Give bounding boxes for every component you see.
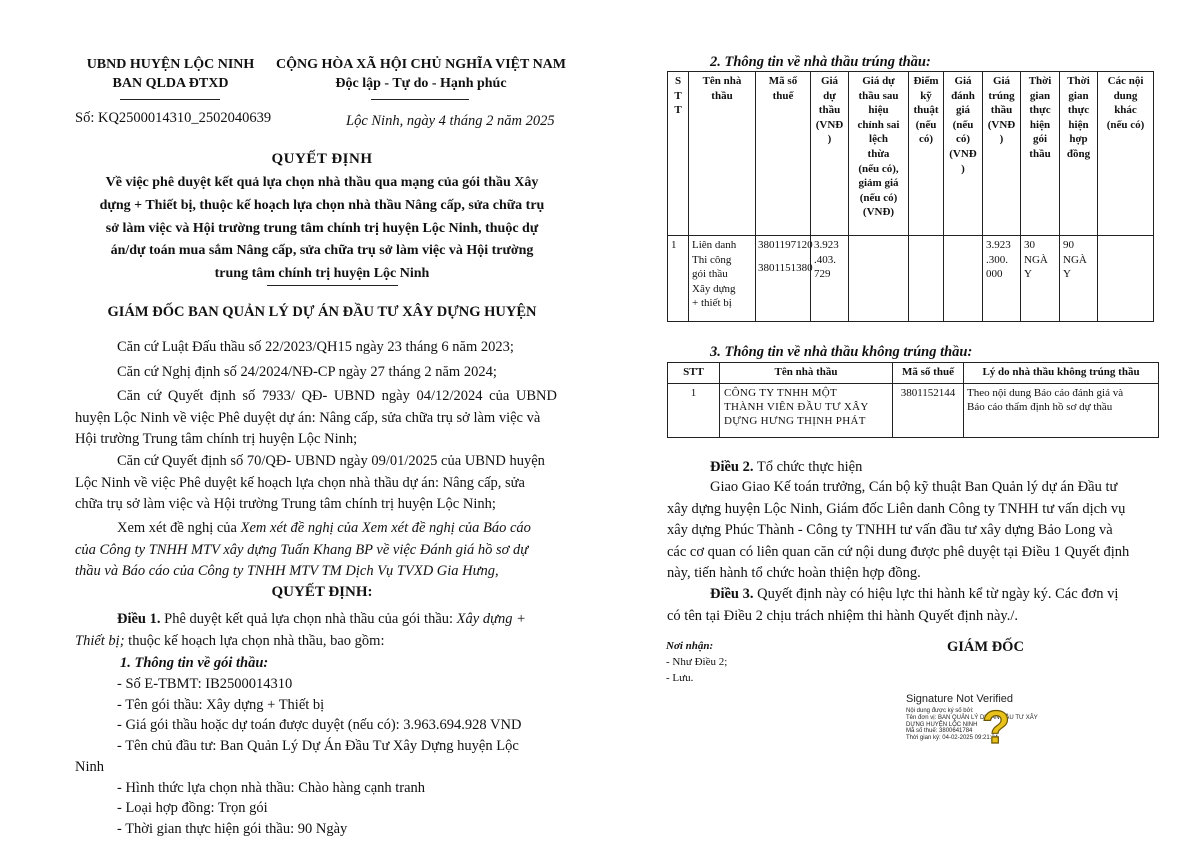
basis-decision-7933 [75, 386, 569, 451]
header-tech-score: Điểm kỹ thuật (nếu có) [909, 72, 944, 236]
org-line-2: BAN QLDA ĐTXD [112, 76, 229, 91]
article-1-label: Điều 1. [117, 611, 161, 627]
subject-line: dựng + Thiết bị, thuộc kế hoạch lựa chọn nhà thầu Nâng cấp, sửa chữa trụ [99, 197, 545, 213]
document-number: Số: KQ2500014310_2502040639 [75, 110, 272, 126]
article-3 [667, 584, 1156, 627]
text-line: xây dựng Phúc Thành - Công ty TNHH tư vấn đầu tư xây dựng Bảo Long và [667, 522, 1113, 538]
cell-stt: 1 [668, 384, 720, 438]
header-bidder-name: Tên nhà thầu [720, 363, 893, 384]
header-adjusted-price: Giá dự thầu sau hiệu chỉnh sai lệch thừa (nếu có), giảm giá (nếu có) (VNĐ) [849, 72, 909, 236]
recipient-item: - Như Điều 2; [666, 656, 728, 668]
article-1-text: Phê duyệt kết quả lựa chọn nhà thầu của gói thầu: [160, 611, 457, 627]
text-line: thầu và Báo cáo của Công ty TNHH MTV TM Dịch Vụ TVXD Gia Hưng, [75, 563, 499, 579]
text-line: Căn cứ Quyết định số 70/QĐ- UBND ngày 09/01/2025 của UBND huyện [117, 453, 545, 469]
text-line: chữa trụ sở làm việc và Hội trường Trung tâm chính trị huyện Lộc Ninh; [75, 496, 496, 512]
text-line: xây dựng huyện Lộc Ninh, Giám đốc Liên danh Công ty TNHH tư vấn dịch vụ [667, 500, 1126, 517]
cell-winning-price: 3.923 .300. 000 [983, 236, 1021, 322]
header-package-time: Thời gian thực hiện gói thầu [1021, 72, 1060, 236]
cell-eval-price [944, 236, 983, 322]
motto-underline [371, 99, 469, 100]
article-2-heading-text: Tổ chức thực hiện [753, 459, 863, 475]
article-2-label: Điều 2. [710, 459, 754, 475]
losing-bidders-table [667, 362, 1159, 438]
text-line: Giao Giao Kế toán trưởng, Cán bộ kỹ thuật Ban Quản lý dự án Đầu tư [710, 479, 1118, 495]
header-tax-id: Mã số thuế [756, 72, 811, 236]
article-1-text-cont: thuộc kế hoạch lựa chọn nhà thầu, bao gồm: [124, 632, 385, 649]
text-line: Căn cứ Quyết định số 7933/ QĐ- UBND ngày 04/12/2024 của UBND [117, 388, 557, 404]
package-info-item: - Loại hợp đồng: Trọn gói [117, 800, 268, 816]
article-3-text: Quyết định này có hiệu lực thi hành kể từ ngày ký. Các đơn vị [753, 586, 1119, 602]
text-line: các cơ quan có liên quan căn cứ nội dung được phê duyệt tại Điều 1 Quyết định [667, 543, 1130, 560]
article-1 [75, 609, 569, 652]
package-name-cont: Thiết bị; [75, 632, 125, 649]
text-line: của Công ty TNHH MTV xây dựng Tuấn Khang BP về việc Đánh giá hồ sơ dự [75, 541, 529, 558]
text-line: huyện Lộc Ninh về việc Phê duyệt dự án: Nâng cấp, sửa chữa trụ sở làm việc và [75, 409, 541, 426]
signature-status: Signature Not Verified [906, 693, 1014, 705]
org-line-1: UBND HUYỆN LỘC NINH [86, 57, 255, 72]
recipients-title: Nơi nhận: [666, 640, 714, 652]
page-right [600, 0, 1200, 856]
subject-line: sở làm việc và Hội trường trung tâm chính trị huyện Lộc Ninh, thuộc dự [105, 220, 539, 236]
section-1-title: 1. Thông tin về gói thầu: [120, 655, 269, 671]
digital-signature[interactable] [906, 693, 1106, 753]
cell-adjusted-price [849, 236, 909, 322]
subject-line: án/dự toán mua sắm Nâng cấp, sửa chữa trụ sở làm việc và Hội trường [110, 243, 534, 259]
nation-line-2: Độc lập - Tự do - Hạnh phúc [335, 76, 507, 91]
signature-line: DỰNG HUYỆN LỘC NINH [906, 721, 978, 728]
review-prefix: Xem xét đề nghị của [117, 520, 241, 536]
review-basis [75, 518, 569, 583]
table-row [668, 236, 1154, 322]
review-text: Xem xét đề nghị của Xem xét đề nghị của Báo cáo [240, 520, 531, 536]
basis-decision-70 [75, 451, 569, 516]
header-contract-time: Thời gian thực hiện hợp đồng [1060, 72, 1098, 236]
header-eval-price: Giá đánh giá (nếu có) (VNĐ ) [944, 72, 983, 236]
cell-package-time: 30 NGÀ Y [1021, 236, 1060, 322]
signature-unverified-icon [978, 699, 1014, 753]
table-header-row [668, 363, 1159, 384]
package-name: Xây dựng + [456, 611, 526, 627]
signature-line: Thời gian ký: 04-02-2025 09:21:24 [906, 735, 998, 742]
issuing-org [78, 55, 263, 93]
winning-bidders-table [667, 71, 1154, 322]
package-info-item: - Hình thức lựa chọn nhà thầu: Chào hàng cạnh tranh [117, 780, 426, 796]
cell-bidder-name: CÔNG TY TNHH MỘT THÀNH VIÊN ĐẦU TƯ XÂY DỰNG HƯNG THỊNH PHÁT [720, 384, 893, 438]
signature-line: Tên đơn vị: BAN QUẢN LÝ DỰ ÁN ĐẦU TƯ XÂY [906, 714, 1038, 721]
header-stt: S T T [668, 72, 689, 236]
national-motto [268, 55, 574, 93]
authority-title: GIÁM ĐỐC BAN QUẢN LÝ DỰ ÁN ĐẦU TƯ XÂY DỰNG HUYỆN [107, 304, 537, 320]
cell-bid-price: 3.923 .403. 729 [811, 236, 849, 322]
header-stt: STT [668, 363, 720, 384]
recipient-item: - Lưu. [666, 672, 694, 684]
signer-title: GIÁM ĐỐC [947, 639, 1024, 655]
org-underline [120, 99, 220, 100]
decides-heading: QUYẾT ĐỊNH: [271, 584, 373, 600]
cell-other [1098, 236, 1154, 322]
basis-decree: Căn cứ Nghị định số 24/2024/NĐ-CP ngày 27 tháng 2 năm 2024; [117, 364, 497, 380]
cell-reason: Theo nội dung Báo cáo đánh giá và Báo cáo thẩm định hồ sơ dự thầu [964, 384, 1159, 438]
package-info-item: - Tên gói thầu: Xây dựng + Thiết bị [117, 697, 325, 713]
table-row [668, 384, 1159, 438]
cell-stt: 1 [668, 236, 689, 322]
text-line: Hội trường Trung tâm chính trị huyện Lộc Ninh; [75, 431, 358, 447]
place-date: Lộc Ninh, ngày 4 tháng 2 năm 2025 [346, 113, 555, 129]
article-2-body [667, 477, 1156, 585]
text-line: này, tiến hành tổ chức hoàn thiện hợp đồng. [667, 565, 921, 581]
header-winning-price: Giá trúng thầu (VNĐ ) [983, 72, 1021, 236]
decision-title: QUYẾT ĐỊNH [271, 151, 373, 167]
cell-contract-time: 90 NGÀ Y [1060, 236, 1098, 322]
basis-law: Căn cứ Luật Đấu thầu số 22/2023/QH15 ngày 23 tháng 6 năm 2023; [117, 339, 514, 355]
nation-line-1: CỘNG HÒA XÃ HỘI CHỦ NGHĨA VIỆT NAM [275, 57, 566, 72]
signature-line: Nội dung được ký số bởi: [906, 708, 974, 714]
cell-tax-id: 3801152144 [893, 384, 964, 438]
header-bidder-name: Tên nhà thầu [689, 72, 756, 236]
section-3-title: 3. Thông tin về nhà thầu không trúng thầu: [710, 344, 973, 360]
svg-text:?: ? [982, 701, 1011, 753]
cell-bidder-name: Liên danh Thi công gói thầu Xây dựng + thiết bị [689, 236, 756, 322]
decision-subject [70, 172, 574, 286]
package-info-item: - Thời gian thực hiện gói thầu: 90 Ngày [117, 821, 348, 837]
subject-line: trung tâm chính trị huyện Lộc Ninh [214, 266, 430, 282]
header-reason: Lý do nhà thầu không trúng thầu [964, 363, 1159, 384]
header-other: Các nội dung khác (nếu có) [1098, 72, 1154, 236]
table-header-row [668, 72, 1154, 236]
signature-line: Mã số thuế: 3800641784 [906, 728, 973, 735]
package-info-item-wrap: Ninh [75, 759, 104, 775]
subject-line: Về việc phê duyệt kết quả lựa chọn nhà thầu qua mạng của gói thầu Xây [105, 175, 539, 190]
cell-tech-score [909, 236, 944, 322]
package-info-item: - Số E-TBMT: IB2500014310 [117, 676, 293, 692]
header-tax-id: Mã số thuế [893, 363, 964, 384]
article-2-heading [710, 456, 862, 478]
cell-tax-ids: 3801197120 3801151380 [756, 236, 811, 322]
subject-underline [267, 285, 398, 286]
article-3-label: Điều 3. [710, 586, 754, 602]
section-2-title: 2. Thông tin về nhà thầu trúng thầu: [710, 54, 931, 70]
package-info-item: - Tên chủ đầu tư: Ban Quản Lý Dự Án Đầu Tư Xây Dựng huyện Lộc [117, 738, 519, 754]
text-line: Lộc Ninh về việc Phê duyệt kế hoạch lựa chọn nhà thầu dự án: Nâng cấp, sửa [75, 474, 525, 491]
text-line: có tên tại Điều 2 chịu trách nhiệm thi hành Quyết định này./. [667, 607, 1018, 624]
header-bid-price: Giá dự thầu (VNĐ ) [811, 72, 849, 236]
package-info-item: - Giá gói thầu hoặc dự toán được duyệt (nếu có): 3.963.694.928 VND [117, 717, 522, 733]
